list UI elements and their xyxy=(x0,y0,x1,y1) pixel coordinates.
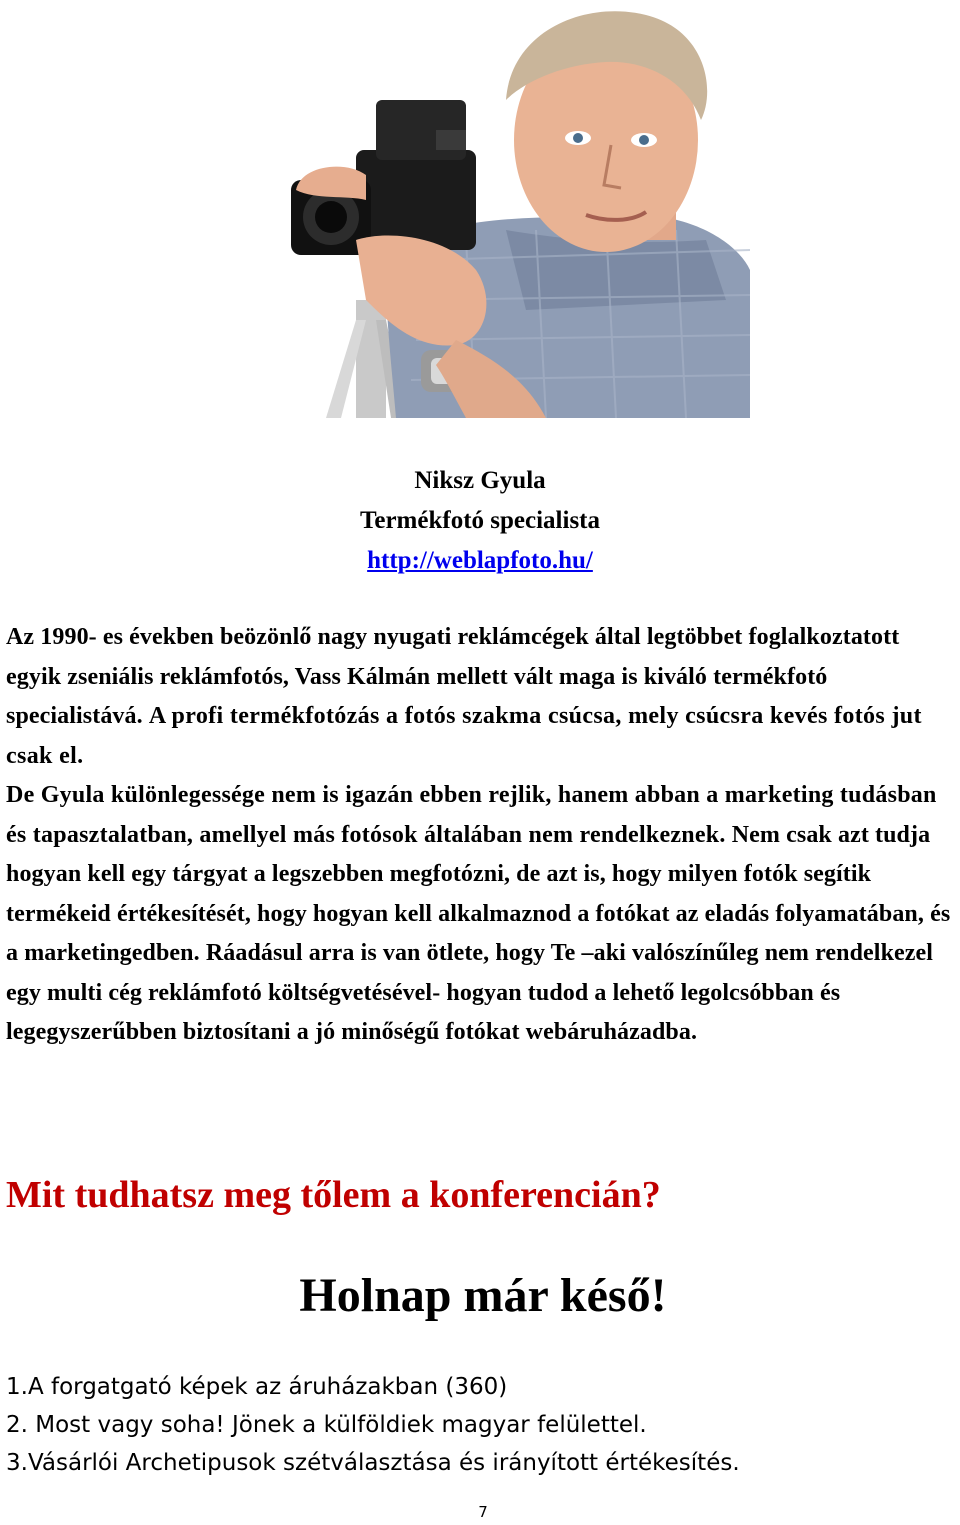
topics-list xyxy=(6,1368,956,1482)
topic-item: 1.A forgatgató képek az áruházakban (360) xyxy=(6,1374,508,1400)
bio-part-4: Nem csak azt tudja hogyan kell egy tárgyat a legszebben megfotózni, de azt is, hogy milyen fotók segítik termékeid értékesítését, hogy hogyan kell alkalmaznod a fotókat az eladás folyamatában, és a marketingedben. xyxy=(6,821,951,966)
topic-item: 2. Most vagy soha! Jönek a külföldiek magyar felülettel. xyxy=(6,1412,647,1438)
speaker-name: Niksz Gyula xyxy=(414,467,546,494)
speaker-role: Termékfotó specialista xyxy=(359,507,600,534)
speaker-website-link[interactable]: http://weblapfoto.hu/ xyxy=(367,547,593,574)
speaker-url-line xyxy=(0,541,960,581)
page-number: 7 xyxy=(478,1503,488,1521)
speaker-photo xyxy=(206,0,750,418)
bio-part-3: De Gyula különlegessége nem is igazán ebben rejlik, hanem abban a marketing tudásban és tapasztalatban, amellyel más fotósok általában nem rendelkeznek. xyxy=(6,782,937,848)
conference-question-heading: Mit tudhatsz meg tőlem a konferencián? xyxy=(6,1174,661,1216)
bio-part-5: Ráadásul arra is van ötlete, hogy Te –aki valószínűleg nem rendelkezel egy multi cég reklámfotó költségvetésével- hogyan tudod a lehető legolcsóbban és legegyszerűbben biztosítani a jó minőségű fotókat webáruházadba. xyxy=(6,940,934,1045)
topic-item: 3.Vásárlói Archetipusok szétválasztása és irányított értékesítés. xyxy=(6,1450,740,1476)
bio-part-1: Az 1990- es években beözönlő nagy nyugati reklámcégek által legtöbbet foglalkoztatott egyik zseniális reklámfotós, Vass Kálmán mellett vált maga is kiváló termékfotó specialistává. xyxy=(6,624,900,729)
tomorrow-late-heading: Holnap már késő! xyxy=(299,1269,667,1322)
speaker-bio xyxy=(6,618,958,1053)
bio-part-2: A profi termékfotózás a fotós szakma csúcsa, mely csúcsra kevés fotós jut csak el. xyxy=(6,703,922,769)
